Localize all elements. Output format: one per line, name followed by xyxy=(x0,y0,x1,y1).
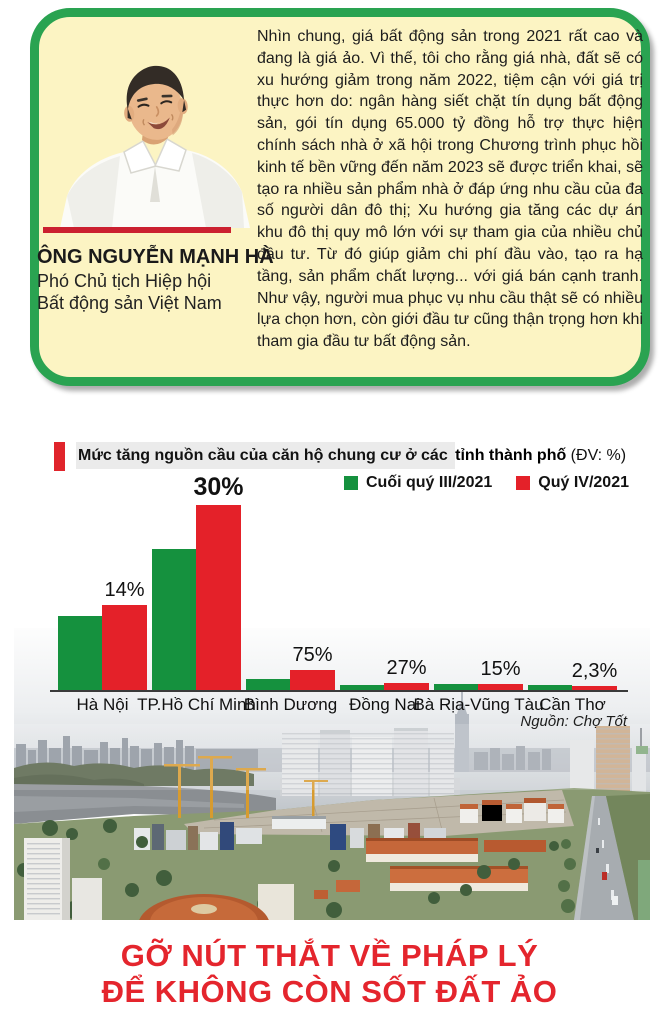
headline-line2: ĐỂ KHÔNG CÒN SỐT ĐẤT ẢO xyxy=(101,974,558,1009)
chart-title-highlighted: Mức tăng nguồn cầu của căn hộ chung cư ở các xyxy=(76,442,455,469)
bar-value-label-4: 15% xyxy=(480,658,521,680)
bar-value-label-2: 75% xyxy=(292,644,333,666)
x-axis-label-3: Đồng Nai xyxy=(349,695,420,714)
legend-swatch-red xyxy=(516,476,530,490)
bar-value-label-3: 27% xyxy=(386,657,427,679)
bottom-headline xyxy=(0,938,659,1010)
bar-value-label-1: 30% xyxy=(193,473,244,501)
bar-value-label-5: 2,3% xyxy=(571,660,618,682)
quote-text: Nhìn chung, giá bất động sản trong 2021 rất cao và đang là giá ảo. Vì thế, tôi cho rằng giá nhà, đất sẽ có xu hướng giảm trong năm 2022, tiệm cận với giá trị thực hơn do: ngân hàng siết chặt tín dụng bất động sản, gói tín dụng 65.000 tỷ đồng hỗ trợ thực hiện chính sách nhà ở xã hội trong Chương trình phục hồi kinh tế bền vững đến năm 2023 sẽ được triển khai, sẽ tạo ra nhiều sản phẩm nhà ở đáp ứng nhu cầu của đa số người dân đô thị; Xu hướng gia tăng các dự án khu đô thị quy mô lớn với sự tham gia của nhiều chủ đầu tư. Từ đó giúp giảm chi phí đầu vào, tạo ra hạ tầng, sản phẩm chất lượng... với giá bán cạnh tranh. Như vậy, người mua phục vụ nhu cầu thật sẽ có nhiều lựa chọn hơn, còn giới đầu tư cũng thận trọng hơn khi tham gia đầu tư bất động sản. xyxy=(257,28,643,351)
chart-title xyxy=(76,447,626,465)
x-axis-label-0: Hà Nội xyxy=(76,695,129,714)
x-axis-line xyxy=(50,690,628,692)
bar-q4-2 xyxy=(290,670,335,690)
person-role-line2: Bất động sản Việt Nam xyxy=(37,293,222,313)
person-name: ÔNG NGUYỄN MẠNH HÀ xyxy=(37,246,274,268)
chart-title-unit: (ĐV: %) xyxy=(566,447,627,464)
photo-underline-bar xyxy=(43,227,231,233)
chart-title-row xyxy=(54,441,626,471)
x-axis-label-5: Cần Thơ xyxy=(539,695,606,714)
bar-q3-0 xyxy=(58,616,102,690)
person-portrait-photo xyxy=(60,46,255,228)
bar-value-label-0: 14% xyxy=(104,579,145,601)
x-axis-label-4: Bà Rịa-Vũng Tàu xyxy=(413,695,544,714)
title-red-marker xyxy=(54,442,65,471)
x-axis-label-2: Bình Dương xyxy=(243,695,338,714)
bar-q4-3 xyxy=(384,683,429,690)
x-axis-label-1: TP.Hồ Chí Minh xyxy=(137,695,256,714)
bar-q4-0 xyxy=(102,605,147,690)
person-role-line1: Phó Chủ tịch Hiệp hội xyxy=(37,271,212,291)
headline-line1: GỠ NÚT THẮT VỀ PHÁP LÝ xyxy=(120,938,539,973)
chart-source: Nguồn: Chợ Tốt xyxy=(520,713,627,730)
bar-q3-1 xyxy=(152,549,196,690)
chart-title-bold: tỉnh thành phố xyxy=(455,447,567,464)
bar-q4-1 xyxy=(196,505,241,690)
legend-label-q4: Quý IV/2021 xyxy=(538,474,629,491)
bar-q3-2 xyxy=(246,679,290,690)
legend-swatch-green xyxy=(344,476,358,490)
legend-label-q3: Cuối quý III/2021 xyxy=(366,474,493,491)
